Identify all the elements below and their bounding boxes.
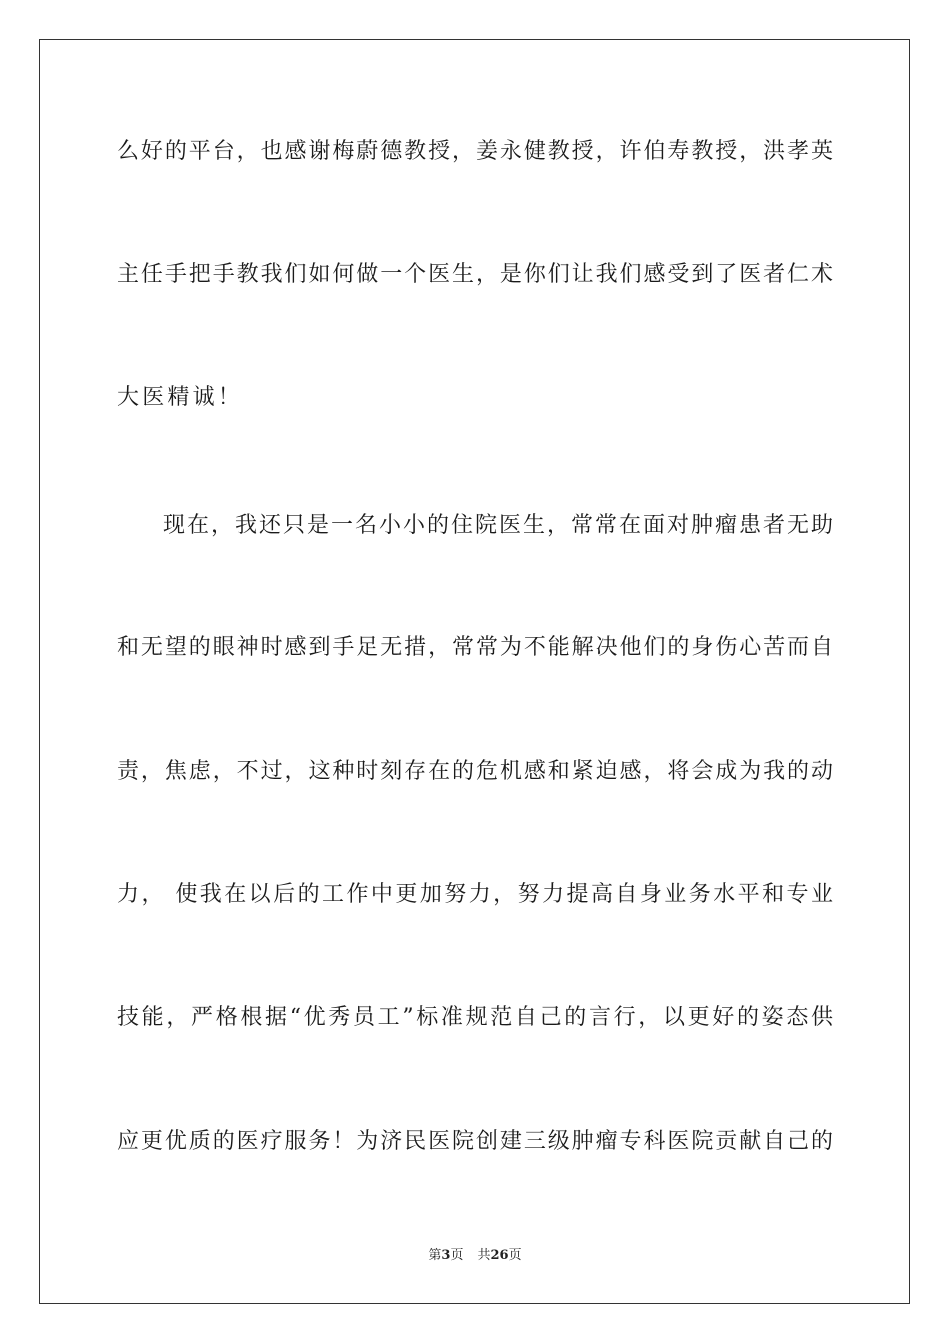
body-line-2: 主任手把手教我们如何做一个医生，是你们让我们感受到了医者仁术 (117, 262, 833, 287)
body-line-8: 技能，严格根据“优秀员工”标准规范自己的言行，以更好的姿态供 (117, 1005, 833, 1030)
body-line-1: 么好的平台，也感谢梅蔚德教授，姜永健教授，许伯寿教授，洪孝英 (117, 139, 833, 164)
footer-page-suffix: 页 (450, 1248, 464, 1263)
footer-total-prefix: 共 (477, 1248, 491, 1263)
body-line-3: 大医精诚！ (117, 385, 244, 410)
page-border (39, 39, 910, 1304)
footer-total-pages: 26 (490, 1248, 509, 1263)
body-line-6: 责，焦虑，不过，这种时刻存在的危机感和紧迫感，将会成为我的动 (117, 759, 833, 784)
body-line-4-paragraph-start: 现在，我还只是一名小小的住院医生，常常在面对肿瘤患者无助 (163, 513, 833, 538)
footer-total-suffix: 页 (508, 1248, 522, 1263)
body-line-9: 应更优质的医疗服务！为济民医院创建三级肿瘤专科医院贡献自己的 (117, 1129, 833, 1154)
page-footer (0, 1246, 950, 1266)
body-line-5: 和无望的眼神时感到手足无措，常常为不能解决他们的身伤心苦而自 (117, 635, 833, 660)
body-line-7: 力， 使我在以后的工作中更加努力，努力提高自身业务水平和专业 (117, 882, 833, 907)
footer-page-prefix: 第 (428, 1248, 442, 1263)
footer-page-number: 3 (441, 1248, 451, 1263)
